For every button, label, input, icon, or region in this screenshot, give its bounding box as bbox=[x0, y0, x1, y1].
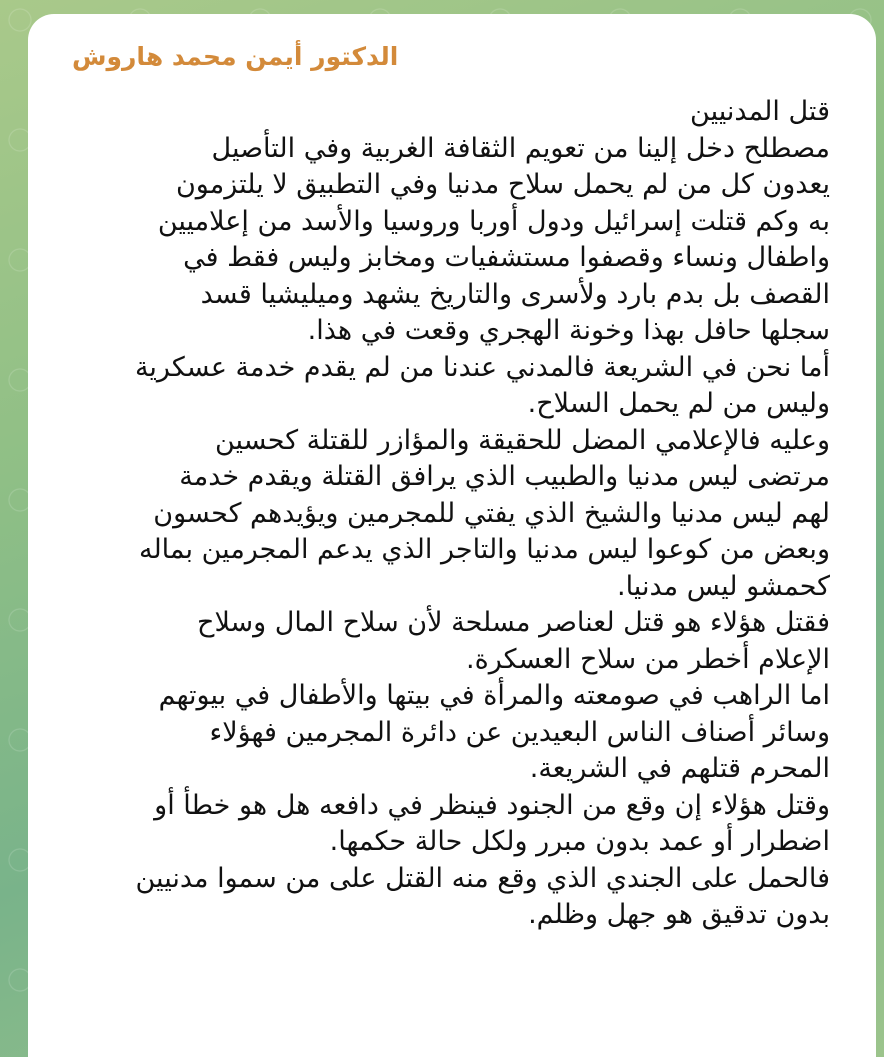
message-line: اما الراهب في صومعته والمرأة في بيتها والأطفال في بيوتهم bbox=[158, 680, 830, 711]
message-line: أما نحن في الشريعة فالمدني عندنا من لم يقدم خدمة عسكرية bbox=[134, 351, 830, 383]
message-line: كحمشو ليس مدنيا. bbox=[617, 570, 830, 602]
message-line: اضطرار أو عمد بدون مبرر ولكل حالة حكمها. bbox=[329, 826, 830, 857]
message-line: مرتضى ليس مدنيا والطبيب الذي يرافق القتلة ويقدم خدمة bbox=[179, 461, 830, 492]
message-line: يعدون كل من لم يحمل سلاح مدنيا وفي التطبيق لا يلتزمون bbox=[175, 169, 830, 200]
message-line: الإعلام أخطر من سلاح العسكرة. bbox=[466, 643, 830, 675]
message-line: المحرم قتلهم في الشريعة. bbox=[529, 753, 830, 784]
message-line: وليس من لم يحمل السلاح. bbox=[527, 388, 830, 419]
sender-name[interactable]: الدكتور أيمن محمد هاروش bbox=[72, 42, 399, 71]
message-line: بدون تدقيق هو جهل وظلم. bbox=[528, 899, 830, 930]
message-line: فالحمل على الجندي الذي وقع منه القتل على من سموا مدنيين bbox=[135, 862, 830, 894]
message-line: وقتل هؤلاء إن وقع من الجنود فينظر في دافعه هل هو خطأ أو bbox=[154, 789, 830, 821]
message-line: مصطلح دخل إلينا من تعويم الثقافة الغربية وفي التأصيل bbox=[211, 132, 830, 164]
message-text bbox=[30, 94, 830, 934]
message-line: سجلها حافل بهذا وخونة الهجري وقعت في هذا. bbox=[307, 315, 830, 346]
message-line: به وكم قتلت إسرائيل ودول أوربا وروسيا والأسد من إعلاميين bbox=[157, 205, 830, 237]
message-line: قتل المدنيين bbox=[690, 96, 830, 127]
message-line: فقتل هؤلاء هو قتل لعناصر مسلحة لأن سلاح المال وسلاح bbox=[197, 607, 830, 638]
message-bubble[interactable] bbox=[28, 14, 876, 1057]
message-line: واطفال ونساء وقصفوا مستشفيات ومخابز وليس فقط في bbox=[183, 242, 830, 273]
message-line: وسائر أصناف الناس البعيدين عن دائرة المجرمين فهؤلاء bbox=[209, 716, 830, 748]
message-line: القصف بل بدم بارد ولأسرى والتاريخ يشهد وميليشيا قسد bbox=[200, 278, 830, 310]
message-line: وعليه فالإعلامي المضل للحقيقة والمؤازر للقتلة كحسين bbox=[214, 424, 830, 456]
message-line: لهم ليس مدنيا والشيخ الذي يفتي للمجرمين ويؤيدهم كحسون bbox=[153, 497, 830, 529]
message-line: وبعض من كوعوا ليس مدنيا والتاجر الذي يدعم المجرمين بماله bbox=[138, 534, 830, 565]
